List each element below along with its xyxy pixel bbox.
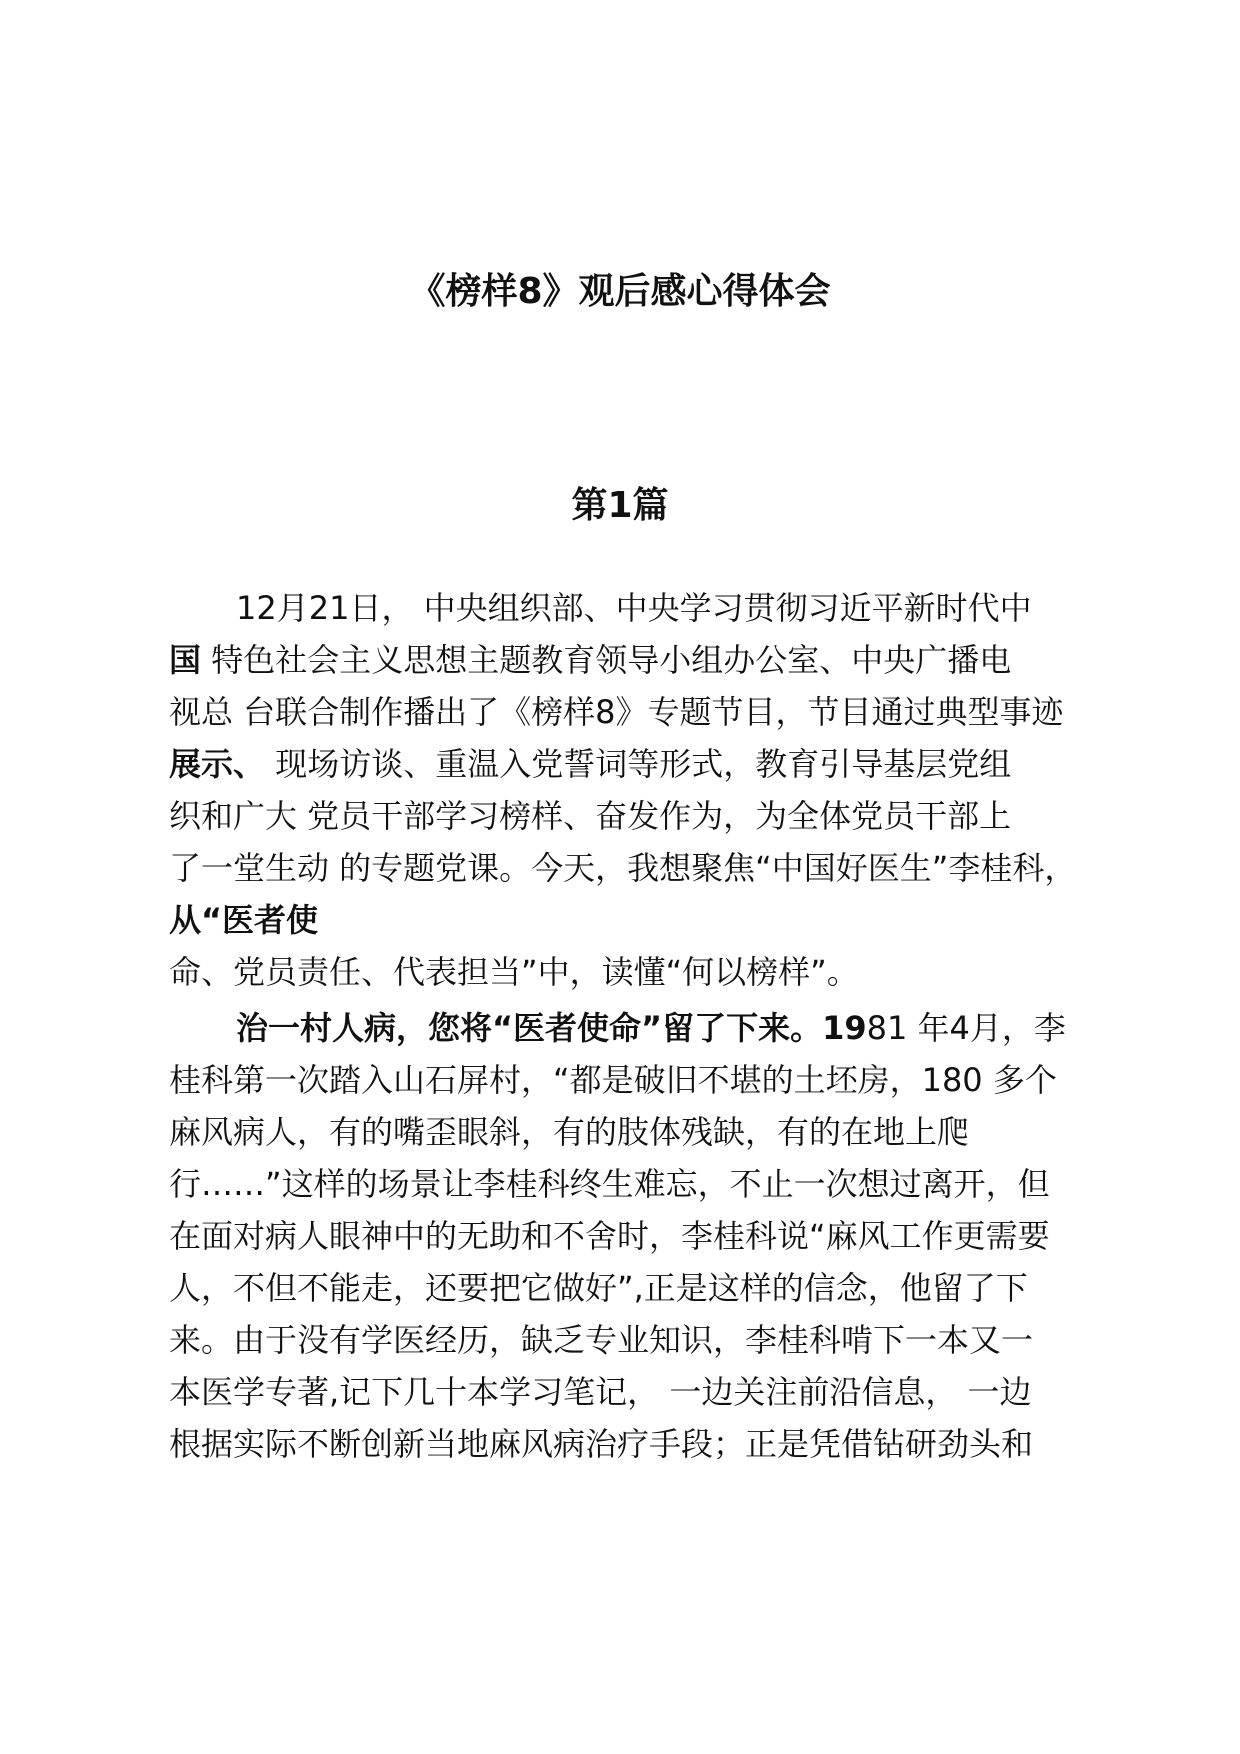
paragraph-line: 行……”这样的场景让李桂科终生难忘，不止一次想过离开，但 [169,1165,1050,1203]
paragraph-line [236,1002,1066,1054]
paragraph-line: 根据实际不断创新当地麻风病治疗手段；正是凭借钻研劲头和 [169,1425,1034,1463]
text-run: 81 年4月，李 [866,1009,1066,1047]
bold-text: 展示、 [169,745,266,783]
paragraph-line: 命、党员责任、代表担当”中，读懂“何以榜样”。 [169,953,859,991]
paragraph-line: 织和广大 党员干部学习榜样、奋发作为，为全体党员干部上 [169,797,1012,835]
paragraph-line: 了一堂生动 的专题党课。今天，我想聚焦“中国好医生”李桂科， [169,849,1077,887]
paragraph-line: 本医学专著,记下几十本学习笔记， 一边关注前沿信息， 一边 [169,1373,1032,1411]
paragraph-line: 人，不但不能走，还要把它做好”,正是这样的信念，他留了下 [169,1269,1028,1307]
paragraph-line: 从“医者使 [169,901,319,939]
paragraph-line [169,634,1011,686]
paragraph-line [169,738,1011,790]
text-run: 现场访谈、重温入党誓词等形式，教育引导基层党组 [265,745,1012,783]
bold-text: 国 [169,641,202,679]
paragraph-line: 12月21日， 中央组织部、中央学习贯彻习近平新时代中 [236,589,1032,627]
paragraph-line: 桂科第一次踏入山石屏村，“都是破旧不堪的土坯房，180 多个 [169,1061,1057,1099]
section-title: 第1篇 [571,485,669,526]
paragraph-line: 来。由于没有学医经历，缺乏专业知识，李桂科啃下一本又一 [169,1321,1034,1359]
text-run: 特色社会主义思想主题教育领导小组办公室、中央广播电 [201,641,1012,679]
bold-text: 治一村人病，您将“医者使命”留了下来。19 [236,1009,867,1047]
paragraph-line: 视总 台联合制作播出了《榜样8》专题节目，节目通过典型事迹 [169,693,1064,731]
paragraph-line: 麻风病人，有的嘴歪眼斜，有的肢体残缺，有的在地上爬 [169,1113,970,1151]
document-title: 《榜样8》观后感心得体会 [409,271,831,312]
paragraph-line: 在面对病人眼神中的无助和不舍时，李桂科说“麻风工作更需要 [169,1217,1050,1255]
